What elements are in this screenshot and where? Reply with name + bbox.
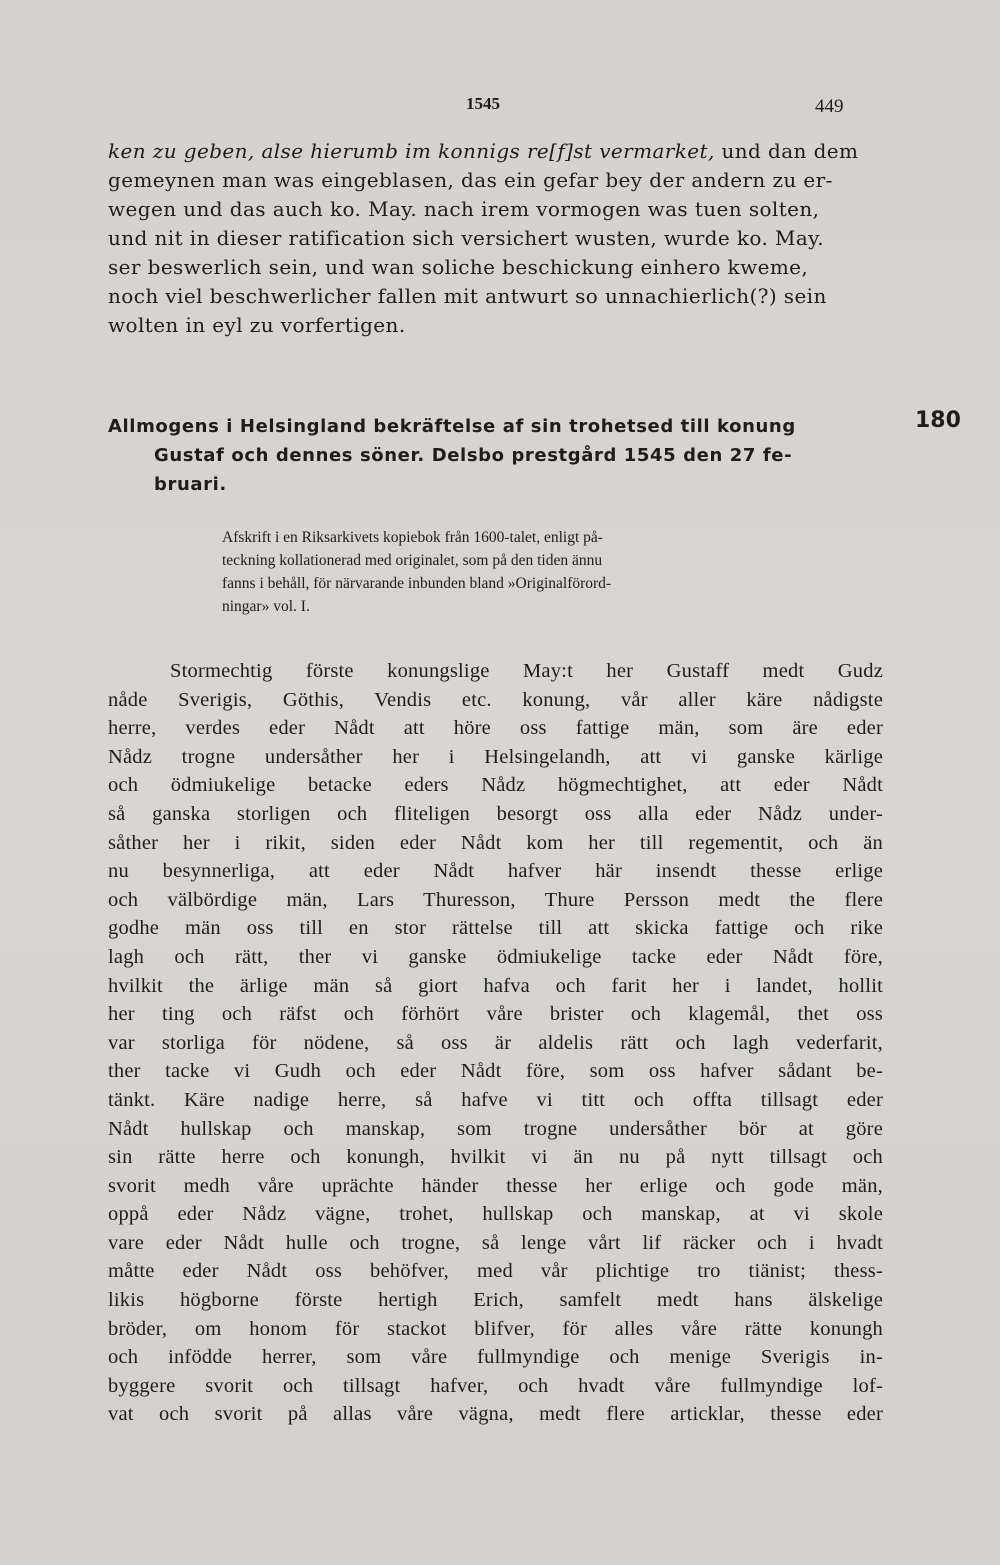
- source-note-line: teckning kollationerad med originalet, som på den tiden ännu: [222, 552, 603, 569]
- continuation-line: noch viel beschwerlicher fallen mit antwurt so unnachierlich(?) sein: [108, 284, 827, 308]
- body-line: måtte eder Nådt oss behöfver, med vår plichtige tro tiänist; thess-: [108, 1260, 883, 1283]
- body-line: var storliga för nödene, så oss är aldelis rätt och lagh vederfarit,: [108, 1031, 883, 1054]
- continuation-line: ken zu geben, alse hierumb im konnigs re[f]st vermarket, und dan dem: [108, 139, 859, 163]
- continuation-line: ser beswerlich sein, und wan soliche beschickung einhero kweme,: [108, 255, 809, 279]
- body-line: sin rätte herre och konungh, hvilkit vi än nu på nytt tillsagt och: [108, 1146, 883, 1169]
- heading-line: Allmogens i Helsingland bekräftelse af sin trohetsed till konung: [108, 416, 796, 437]
- body-line: godhe män oss till en stor rättelse till att skicka fattige och rike: [108, 917, 883, 940]
- body-line: oppå eder Nådz vägne, trohet, hullskap och manskap, at vi skole: [108, 1203, 883, 1226]
- body-line: likis högborne förste hertigh Erich, samfelt medt hans älskelige: [108, 1289, 883, 1312]
- body-line: svorit medh våre uprächte händer thesse her erlige och gode män,: [108, 1174, 883, 1197]
- body-line: ther tacke vi Gudh och eder Nådt före, som oss hafver sådant be-: [108, 1060, 883, 1083]
- source-note-line: ningar» vol. I.: [222, 598, 310, 615]
- body-line: lagh och rätt, ther vi ganske ödmiukelige tacke eder Nådt före,: [108, 945, 883, 968]
- body-line: vat och svorit på allas våre vägna, medt flere articklar, thesse eder: [108, 1403, 883, 1426]
- document-body: [108, 657, 883, 1429]
- continuation-line: wegen und das auch ko. May. nach irem vormogen was tuen solten,: [108, 197, 820, 221]
- document-heading: [108, 412, 796, 499]
- body-line: bröder, om honom för stackot blifver, för alles våre rätte konungh: [108, 1317, 883, 1340]
- body-line: byggere svorit och tillsagt hafver, och hvadt våre fullmyndige lof-: [108, 1374, 883, 1397]
- running-head-year: 1545: [466, 94, 500, 113]
- source-note-line: fanns i behåll, för närvarande inbunden bland »Originalförord-: [222, 575, 612, 592]
- body-line: vare eder Nådt hulle och trogne, så lenge vårt lif räcker och i hvadt: [108, 1231, 883, 1254]
- source-note-line: Afskrift i en Riksarkivets kopiebok från 1600-talet, enligt på-: [222, 529, 603, 546]
- continuation-line: wolten in eyl zu vorfertigen.: [108, 313, 406, 337]
- body-line: tänkt. Käre nadige herre, så hafve vi titt och offta tillsagt eder: [108, 1088, 883, 1111]
- body-line: Nådz trogne undersåther her i Helsingelandh, att vi ganske kärlige: [108, 745, 883, 768]
- body-line: Nådt hullskap och manskap, som trogne undersåther bör at göre: [108, 1117, 883, 1140]
- body-line: och välbördige män, Lars Thuresson, Thure Persson medt the flere: [108, 888, 883, 911]
- body-line: herre, verdes eder Nådt att höre oss fattige män, som äre eder: [108, 717, 883, 740]
- heading-line: Gustaf och dennes söner. Delsbo prestgård 1545 den 27 fe-: [154, 445, 793, 466]
- body-line: såther her i rikit, siden eder Nådt kom her till regementit, och än: [108, 831, 883, 854]
- source-note: [222, 526, 884, 618]
- heading-line: bruari.: [154, 474, 227, 495]
- document-number: 180: [915, 408, 961, 433]
- body-line: hvilkit the ärlige män så giort hafva och farit her i landet, hollit: [108, 974, 883, 997]
- body-line: och infödde herrer, som våre fullmyndige och menige Sverigis in-: [108, 1346, 883, 1369]
- body-line: nåde Sverigis, Göthis, Vendis etc. konung, vår aller käre nådigste: [108, 688, 883, 711]
- body-line: Stormechtig förste konungslige May:t her Gustaff medt Gudz: [170, 660, 883, 682]
- continuation-line: und nit in dieser ratification sich versichert wusten, wurde ko. May.: [108, 226, 824, 250]
- page-number: 449: [815, 96, 844, 117]
- body-line: så ganska storligen och fliteligen besorgt oss alla eder Nådz under-: [108, 802, 883, 825]
- body-line: her ting och räfst och förhört våre brister och klagemål, thet oss: [108, 1003, 883, 1026]
- body-line: och ödmiukelige betacke eders Nådz högmechtighet, att eder Nådt: [108, 774, 883, 797]
- body-line: nu besynnerliga, att eder Nådt hafver här insendt thesse erlige: [108, 860, 883, 883]
- continuation-line: gemeynen man was eingeblasen, das ein gefar bey der andern zu er-: [108, 168, 833, 192]
